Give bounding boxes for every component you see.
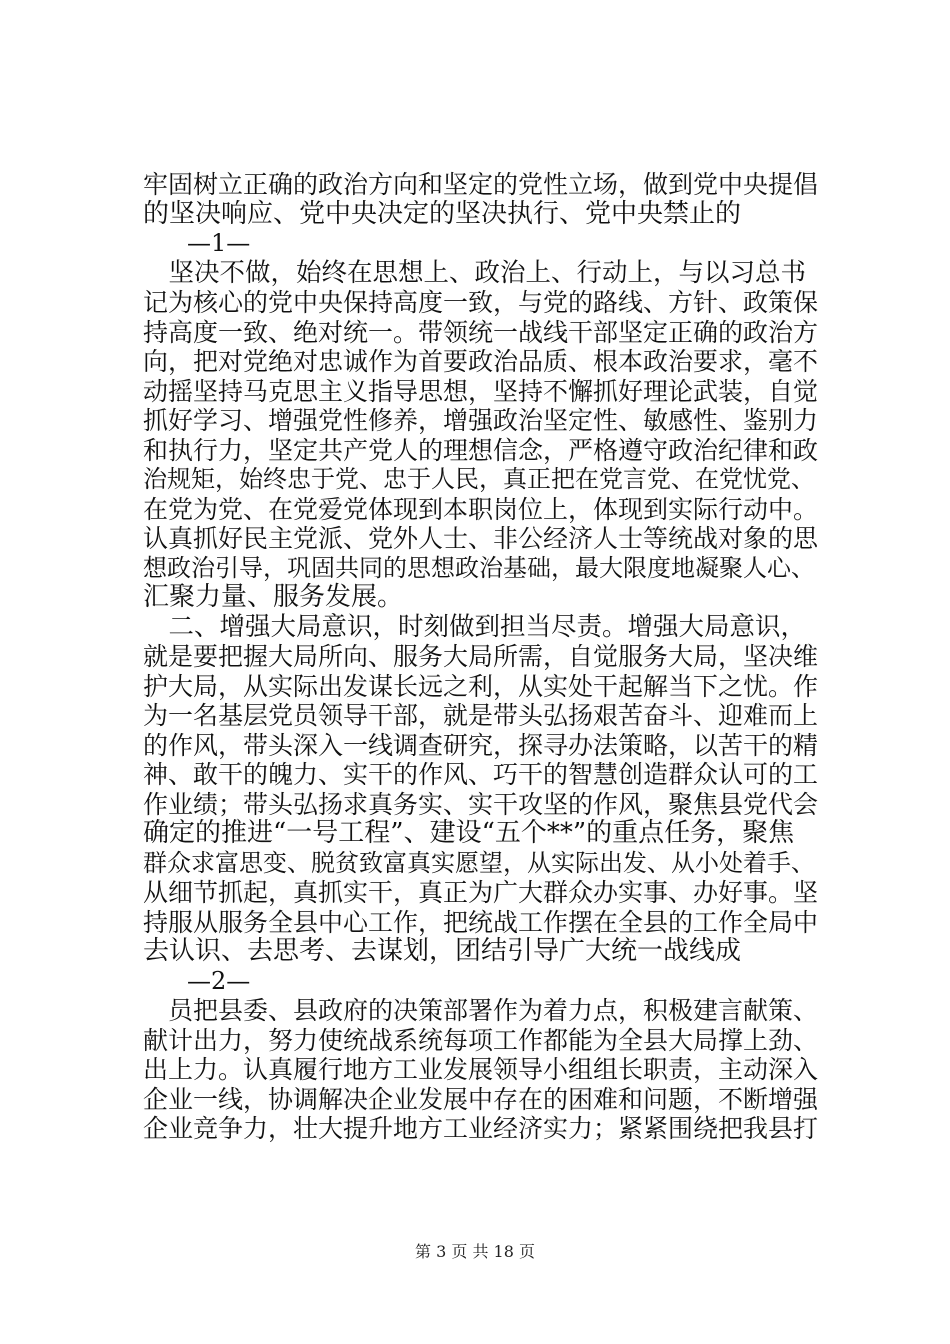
text-line: 员把县委、县政府的决策部署作为着力点，积极建言献策、	[143, 996, 819, 1025]
text-line: 企业一线，协调解决企业发展中存在的困难和问题，不断增强	[143, 1084, 819, 1114]
text-line: 记为核心的党中央保持高度一致，与党的路线、方针、政策保	[143, 288, 819, 317]
text-line: 二、增强大局意识，时刻做到担当尽责。增强大局意识，	[143, 611, 807, 642]
page-footer	[0, 1241, 950, 1263]
text-line: 汇聚力量、服务发展。	[143, 582, 404, 612]
text-line: 认真抓好民主党派、党外人士、非公经济人士等统战对象的思	[143, 524, 819, 553]
text-line: 抓好学习、增强党性修养，增强政治坚定性、敏感性、鉴别力	[143, 406, 819, 435]
text-line: 持高度一致、绝对统一。带领统一战线干部坚定正确的政治方	[143, 317, 819, 347]
text-line: 的作风，带头深入一线调查研究，探寻办法策略，以苦干的精	[143, 730, 819, 760]
text-line: 护大局，从实际出发谋长远之利，从实处干起解当下之忧。作	[143, 671, 819, 701]
page-marker: —1—	[187, 229, 251, 257]
text-line: 企业竞争力，壮大提升地方工业经济实力；紧紧围绕把我县打	[143, 1114, 819, 1143]
text-line: 坚决不做，始终在思想上、政治上、行动上，与以习总书	[143, 257, 807, 288]
text-line: 牢固树立正确的政治方向和坚定的党性立场，做到党中央提倡	[143, 170, 819, 199]
text-line: 确定的推进“一号工程”、建设“五个**”的重点任务，聚焦	[143, 818, 795, 848]
text-line: 献计出力，努力使统战系统每项工作都能为全县大局撑上劲、	[143, 1025, 819, 1055]
text-line: 的坚决响应、党中央决定的坚决执行、党中央禁止的	[143, 198, 742, 229]
text-line: 向，把对党绝对忠诚作为首要政治品质、根本政治要求，毫不	[143, 347, 819, 376]
text-line: 就是要把握大局所向、服务大局所需，自觉服务大局，坚决维	[143, 642, 819, 671]
text-line: 从细节抓起，真抓实干，真正为广大群众办实事、办好事。坚	[143, 878, 819, 907]
text-line: 持服从服务全县中心工作，把统战工作摆在全县的工作全局中	[143, 907, 819, 937]
text-line: 去认识、去思考、去谋划，团结引导广大统一战线成	[143, 936, 742, 966]
text-line: 神、敢干的魄力、实干的作风、巧干的智慧创造群众认可的工	[143, 760, 819, 789]
text-line: 在党为党、在党爱党体现到本职岗位上，体现到实际行动中。	[143, 494, 819, 524]
text-line: 动摇坚持马克思主义指导思想，坚持不懈抓好理论武装，自觉	[143, 376, 819, 406]
body-text	[143, 170, 818, 1144]
text-line: 出上力。认真履行地方工业发展领导小组组长职责，主动深入	[143, 1055, 819, 1084]
page-number: 第 3 页 共 18 页	[415, 1242, 535, 1261]
text-line: 作业绩；带头弘扬求真务实、实干攻坚的作风，聚焦县党代会	[143, 789, 819, 819]
text-line: 群众求富思变、脱贫致富真实愿望，从实际出发、从小处着手、	[143, 848, 815, 877]
text-line: 为一名基层党员领导干部，就是带头弘扬艰苦奋斗、迎难而上	[143, 701, 819, 730]
text-line: 和执行力，坚定共产党人的理想信念，严格遵守政治纪律和政	[143, 435, 819, 465]
page-marker: —2—	[187, 966, 251, 995]
text-line: 想政治引导，巩固共同的思想政治基础，最大限度地凝聚人心、	[143, 553, 815, 582]
text-line: 治规矩，始终忠于党、忠于人民，真正把在党言党、在党忧党、	[143, 465, 815, 493]
